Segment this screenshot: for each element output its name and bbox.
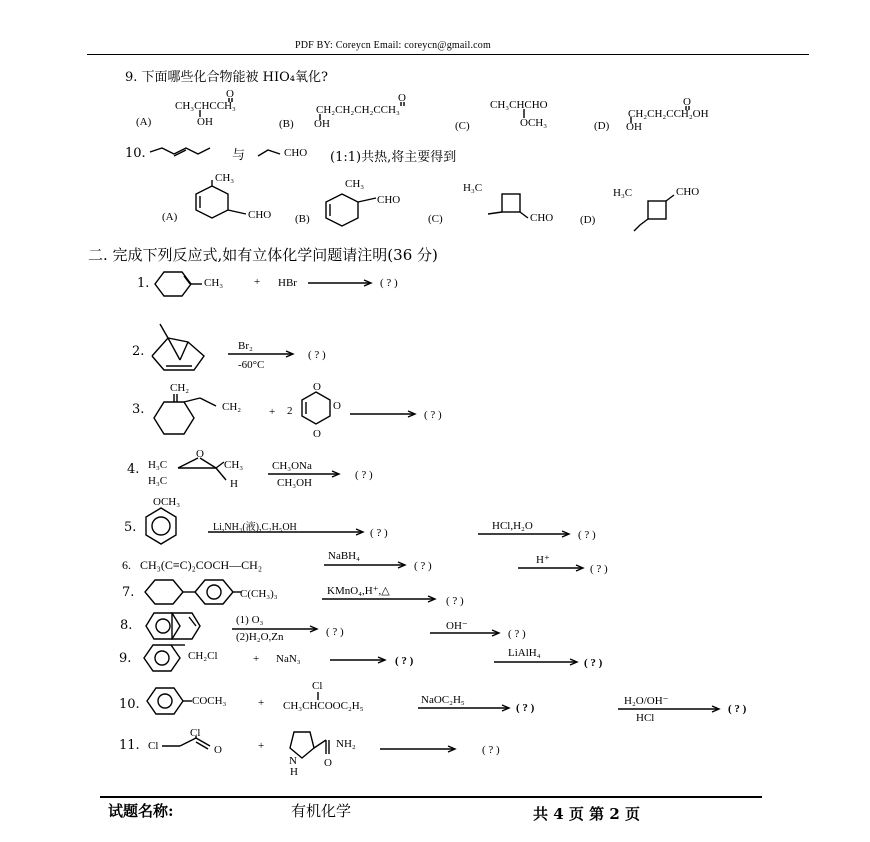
page-header: PDF BY: Coreycn Email: coreycn@gmail.com bbox=[295, 40, 491, 51]
q10-a-label: (A) bbox=[162, 211, 178, 223]
r8-dihydronaphthalene bbox=[142, 611, 218, 641]
r11-number: 11. bbox=[119, 738, 140, 753]
r3-product-blank: ( ? ) bbox=[424, 409, 442, 421]
q10-d-cyclobutane bbox=[630, 195, 680, 231]
r2-norbornene bbox=[150, 322, 210, 374]
q10-prompt-rest: (1:1)共热,将主要得到 bbox=[330, 150, 457, 165]
r3-o1: O bbox=[313, 381, 321, 393]
r3-number: 3. bbox=[132, 402, 145, 417]
r2-cond-top: Br₂ bbox=[238, 340, 253, 352]
r3-coefficient: 2 bbox=[287, 405, 293, 417]
q9-c-sub: OCH₃ bbox=[520, 117, 548, 129]
r2-cond-bottom: -60°C bbox=[238, 359, 265, 371]
q10-b-cho: CHO bbox=[377, 194, 401, 206]
r11-plus: + bbox=[258, 740, 265, 752]
q9-b-oh: OH bbox=[314, 118, 330, 130]
r9-number: 9. bbox=[119, 651, 132, 666]
r5-cond2: HCl,H₂O bbox=[492, 520, 533, 532]
r3-o3: O bbox=[313, 428, 321, 440]
r4-cond-bottom: CH₃OH bbox=[277, 477, 313, 489]
r6-arrow2 bbox=[518, 563, 588, 573]
r7-number: 7. bbox=[122, 585, 135, 600]
q9-b-formula: CH₂CH₂CH₂CCH₃ bbox=[316, 104, 400, 116]
q9-d-formula: CH₂CH₂CCH₂OH bbox=[628, 108, 709, 120]
q10-number: 10. bbox=[125, 146, 146, 161]
r5-cond1: Li,NH₃(液),C₂H₅OH bbox=[213, 522, 297, 533]
r3-pyranone bbox=[298, 390, 338, 432]
footer-page-count: 共 4 页 第 2 页 bbox=[533, 805, 640, 823]
r9-reagent: NaN₃ bbox=[276, 653, 301, 665]
r1-product-blank: ( ? ) bbox=[380, 277, 398, 289]
r10-plus: + bbox=[258, 697, 265, 709]
r5-number: 5. bbox=[124, 520, 137, 535]
r7-arrow bbox=[322, 594, 440, 604]
r9-cond2: LiAlH₄ bbox=[508, 647, 541, 659]
r9-benzyl-ring bbox=[141, 643, 193, 675]
q10-a-ch3: CH₃ bbox=[215, 172, 235, 184]
r4-number: 4. bbox=[127, 462, 140, 477]
r10-arrow2 bbox=[618, 704, 724, 714]
r4-epoxide bbox=[176, 456, 226, 486]
r1-methyl: CH₃ bbox=[204, 277, 224, 289]
r1-methylcyclohexene bbox=[152, 270, 212, 298]
q10-b-ring bbox=[320, 190, 380, 230]
r9-plus: + bbox=[253, 653, 260, 665]
q10-d-h3c: H₃C bbox=[613, 187, 633, 199]
r9-blank1: ( ? ) bbox=[395, 655, 414, 667]
q9-c-formula: CH₃CHCHO bbox=[490, 99, 548, 111]
r3-arrow bbox=[350, 409, 420, 419]
r10-coch3: COCH₃ bbox=[192, 695, 227, 707]
r10-arrow1 bbox=[418, 703, 514, 713]
r10-cond2-bottom: HCl bbox=[636, 712, 655, 724]
r8-arrow2 bbox=[430, 628, 504, 638]
r11-o2: O bbox=[324, 757, 332, 769]
footer-subject: 有机化学 bbox=[291, 802, 352, 820]
r11-n: N bbox=[289, 755, 297, 767]
r4-cond-top: CH₃ONa bbox=[272, 460, 312, 472]
r8-number: 8. bbox=[120, 618, 133, 633]
r8-cond2: OH⁻ bbox=[446, 620, 468, 632]
r4-ch3: CH₃ bbox=[224, 459, 244, 471]
r5-anisole-ring bbox=[143, 506, 183, 546]
r11-product-blank: ( ? ) bbox=[482, 744, 500, 756]
r2-number: 2. bbox=[132, 344, 145, 359]
q9-b-o: O bbox=[398, 92, 406, 104]
r8-cond-bottom: (2)H₂O,Zn bbox=[236, 631, 284, 643]
q10-c-label: (C) bbox=[428, 213, 443, 225]
r9-arrow1 bbox=[330, 655, 390, 665]
r7-tbutyl: C(CH₃)₃ bbox=[240, 588, 278, 600]
q10-cho: CHO bbox=[284, 147, 308, 159]
r2-arrow bbox=[228, 349, 298, 359]
q10-b-ch3: CH₃ bbox=[345, 178, 365, 190]
q9-a-oh: OH bbox=[197, 116, 213, 128]
r5-arrow1 bbox=[208, 527, 368, 537]
r8-blank1: ( ? ) bbox=[326, 626, 344, 638]
footer-rule bbox=[100, 796, 762, 798]
r4-h: H bbox=[230, 478, 238, 490]
r11-cl2: Cl bbox=[190, 727, 201, 739]
q10-d-cho: CHO bbox=[676, 186, 700, 198]
r11-nh2: NH₂ bbox=[336, 738, 356, 750]
r11-o: O bbox=[214, 744, 222, 756]
q10-c-cyclobutane bbox=[488, 192, 538, 222]
q9-prompt: 9. 下面哪些化合物能被 HIO₄氧化? bbox=[125, 70, 328, 85]
r10-cond1: NaOC₂H₅ bbox=[421, 694, 465, 706]
q9-d-oh: OH bbox=[626, 121, 642, 133]
r9-ch2cl: CH₂Cl bbox=[188, 650, 218, 662]
r7-cyclohexylbenzene bbox=[143, 578, 243, 608]
r6-cond2: H⁺ bbox=[536, 554, 550, 566]
q9-a-label: (A) bbox=[136, 116, 152, 128]
r6-cond1: NaBH₄ bbox=[328, 550, 360, 562]
r6-blank2: ( ? ) bbox=[590, 563, 608, 575]
r3-ch2-side: CH₂ bbox=[222, 401, 242, 413]
r4-o: O bbox=[196, 448, 204, 460]
r1-reagent: HBr bbox=[278, 277, 297, 289]
footer-name-label: 试题名称: bbox=[108, 802, 174, 820]
r5-blank1: ( ? ) bbox=[370, 527, 388, 539]
q10-d-label: (D) bbox=[580, 214, 596, 226]
q10-b-label: (B) bbox=[295, 213, 310, 225]
section-2-title: 二. 完成下列反应式,如有立体化学问题请注明(36 分) bbox=[88, 246, 438, 264]
q9-b-label: (B) bbox=[279, 118, 294, 130]
r10-reagent: CH₃CHCOOC₂H₅ bbox=[283, 700, 364, 712]
r11-chloroacetyl bbox=[160, 734, 216, 754]
r3-o2: O bbox=[333, 400, 341, 412]
r10-number: 10. bbox=[119, 697, 140, 712]
q10-a-ring bbox=[190, 180, 250, 230]
q10-with: 与 bbox=[232, 148, 246, 163]
q10-a-cho: CHO bbox=[248, 209, 272, 221]
r10-blank2: ( ? ) bbox=[728, 703, 747, 715]
q10-c-cho: CHO bbox=[530, 212, 554, 224]
r3-plus: + bbox=[269, 406, 276, 418]
r10-cond2-top: H₂O/OH⁻ bbox=[624, 695, 669, 707]
q9-c-label: (C) bbox=[455, 120, 470, 132]
r3-diene bbox=[150, 392, 230, 438]
r9-blank2: ( ? ) bbox=[584, 657, 603, 669]
r7-cond: KMnO₄,H⁺,△ bbox=[327, 585, 390, 597]
r5-och3: OCH₃ bbox=[153, 496, 181, 508]
q9-d-o: O bbox=[683, 96, 691, 108]
r10-blank1: ( ? ) bbox=[516, 702, 535, 714]
r11-arrow bbox=[380, 744, 460, 754]
r11-cl1: Cl bbox=[148, 740, 159, 752]
r8-blank2: ( ? ) bbox=[508, 628, 526, 640]
r9-arrow2 bbox=[494, 657, 582, 667]
q9-a-formula: CH₃CHCCH₃ bbox=[175, 100, 236, 112]
r10-cl: Cl bbox=[312, 680, 323, 692]
r3-ch2-top: CH₂ bbox=[170, 382, 190, 394]
r2-product-blank: ( ? ) bbox=[308, 349, 326, 361]
r6-formula: CH₃(C≡C)₂COCH—CH₂ bbox=[140, 558, 262, 572]
r4-h3c-bottom: H₃C bbox=[148, 475, 168, 487]
r5-blank2: ( ? ) bbox=[578, 529, 596, 541]
r6-blank1: ( ? ) bbox=[414, 560, 432, 572]
r1-plus: + bbox=[254, 276, 261, 288]
r4-h3c-top: H₃C bbox=[148, 459, 168, 471]
r1-arrow bbox=[308, 278, 374, 288]
q10-c-h3c: H₃C bbox=[463, 182, 483, 194]
q10-diene-structure bbox=[150, 142, 240, 164]
r1-number: 1. bbox=[137, 276, 150, 291]
r7-product-blank: ( ? ) bbox=[446, 595, 464, 607]
q9-a-o: O bbox=[226, 88, 234, 100]
r5-arrow2 bbox=[478, 529, 574, 539]
r4-product-blank: ( ? ) bbox=[355, 469, 373, 481]
r8-cond-top: (1) O₃ bbox=[236, 614, 264, 626]
r6-number: 6. bbox=[122, 558, 131, 572]
r6-arrow1 bbox=[324, 560, 410, 570]
q9-d-label: (D) bbox=[594, 120, 610, 132]
r11-h: H bbox=[290, 766, 298, 778]
